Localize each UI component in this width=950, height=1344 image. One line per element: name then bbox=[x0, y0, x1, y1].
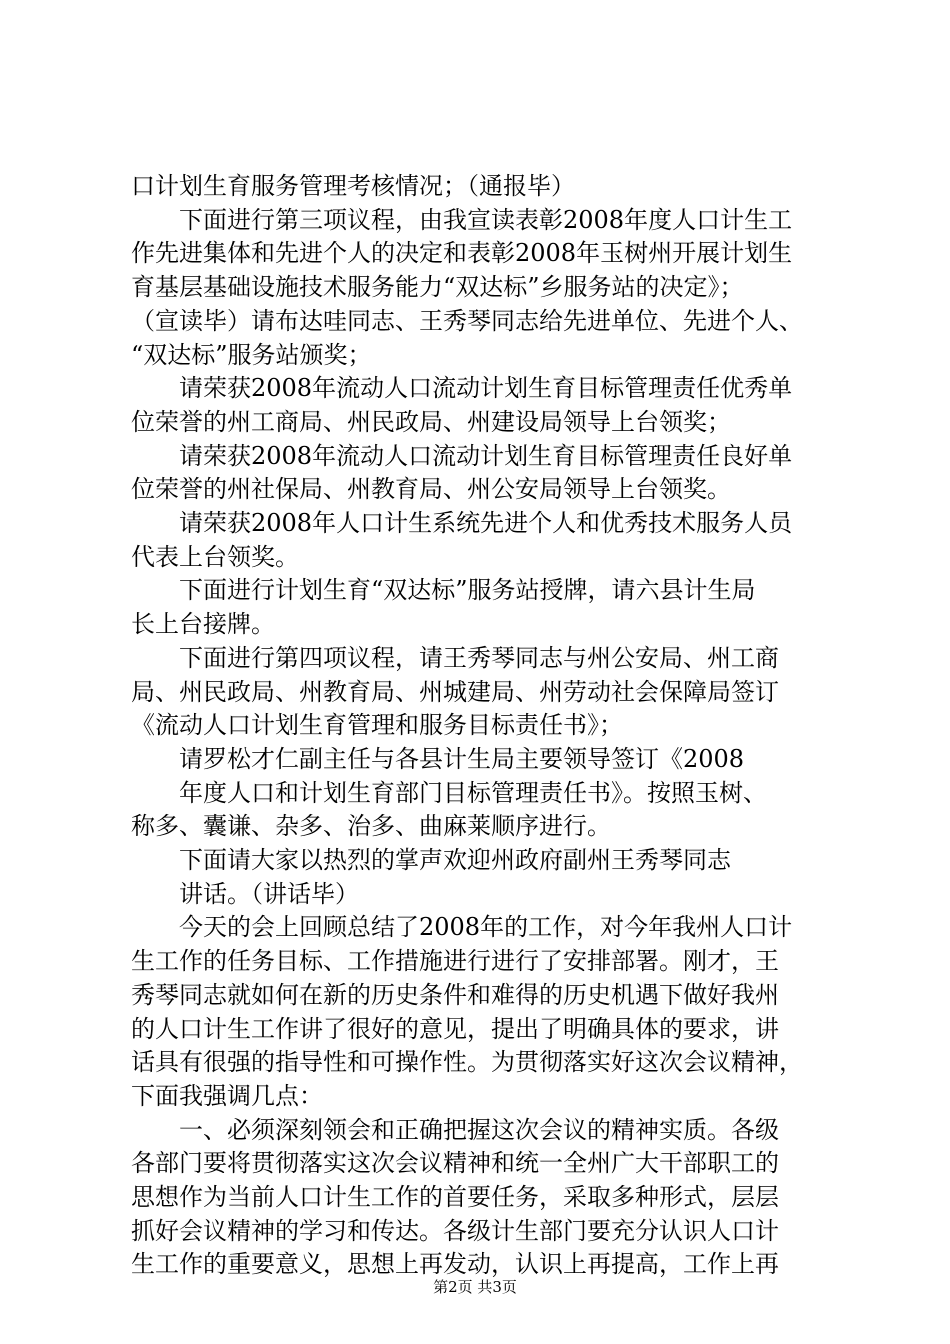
text-line: 秀琴同志就如何在新的历史条件和难得的历史机遇下做好我州 bbox=[131, 981, 779, 1009]
text-line: 年度人口和计划生育部门目标管理责任书》。按照玉树、 bbox=[131, 779, 767, 807]
text-line: 局、州民政局、州教育局、州城建局、州劳动社会保障局签订 bbox=[131, 678, 779, 706]
text-line: 生工作的任务目标、工作措施进行进行了安排部署。刚才，王 bbox=[131, 947, 779, 975]
text-line: 一、必须深刻领会和正确把握这次会议的精神实质。各级 bbox=[131, 1116, 779, 1144]
text-line: 请荣获2008年流动人口流动计划生育目标管理责任优秀单 bbox=[131, 374, 793, 402]
text-line: 作先进集体和先进个人的决定和表彰2008年玉树州开展计划生 bbox=[131, 239, 793, 267]
text-line: 各部门要将贯彻落实这次会议精神和统一全州广大干部职工的 bbox=[131, 1149, 779, 1177]
text-line: 下面进行第三项议程，由我宣读表彰2008年度人口计生工 bbox=[131, 206, 793, 234]
text-line: 抓好会议精神的学习和传达。各级计生部门要充分认识人口计 bbox=[131, 1217, 779, 1245]
text-line: 下面请大家以热烈的掌声欢迎州政府副州王秀琴同志 bbox=[131, 846, 731, 874]
text-line: 讲话。（讲话毕） bbox=[131, 880, 359, 908]
text-line: 思想作为当前人口计生工作的首要任务，采取多种形式，层层 bbox=[131, 1183, 779, 1211]
text-line: 称多、囊谦、杂多、治多、曲麻莱顺序进行。 bbox=[131, 812, 611, 840]
text-line: 下面进行计划生育“双达标”服务站授牌，请六县计生局 bbox=[131, 576, 756, 604]
text-line: 请荣获2008年流动人口流动计划生育目标管理责任良好单 bbox=[131, 442, 793, 470]
text-line: 生工作的重要意义，思想上再发动，认识上再提高，工作上再 bbox=[131, 1250, 779, 1278]
text-line: 请罗松才仁副主任与各县计生局主要领导签订《2008 bbox=[131, 745, 745, 773]
text-line: 话具有很强的指导性和可操作性。为贯彻落实好这次会议精神， bbox=[131, 1048, 803, 1076]
text-line: 《流动人口计划生育管理和服务目标责任书》； bbox=[131, 711, 623, 739]
text-line: 育基层基础设施技术服务能力“双达标”乡服务站的决定》； bbox=[131, 273, 744, 301]
text-line: 请荣获2008年人口计生系统先进个人和优秀技术服务人员 bbox=[131, 509, 793, 537]
text-line: （宣读毕）请布达哇同志、王秀琴同志给先进单位、先进个人、 bbox=[131, 307, 803, 335]
text-line: 今天的会上回顾总结了2008年的工作，对今年我州人口计 bbox=[131, 913, 793, 941]
text-line: 的人口计生工作讲了很好的意见，提出了明确具体的要求，讲 bbox=[131, 1015, 779, 1043]
text-line: 代表上台领奖。 bbox=[131, 543, 299, 571]
text-line: 下面我强调几点： bbox=[131, 1082, 323, 1110]
text-line: 长上台接牌。 bbox=[131, 610, 275, 638]
text-line: 下面进行第四项议程，请王秀琴同志与州公安局、州工商 bbox=[131, 644, 779, 672]
page-footer: 第2页 共3页 bbox=[433, 1278, 517, 1296]
text-line: 位荣誉的州社保局、州教育局、州公安局领导上台领奖。 bbox=[131, 475, 731, 503]
text-line: 位荣誉的州工商局、州民政局、州建设局领导上台领奖； bbox=[131, 408, 731, 436]
text-line: 口计划生育服务管理考核情况；（通报毕） bbox=[131, 172, 575, 200]
text-line: “双达标”服务站颁奖； bbox=[131, 341, 372, 369]
